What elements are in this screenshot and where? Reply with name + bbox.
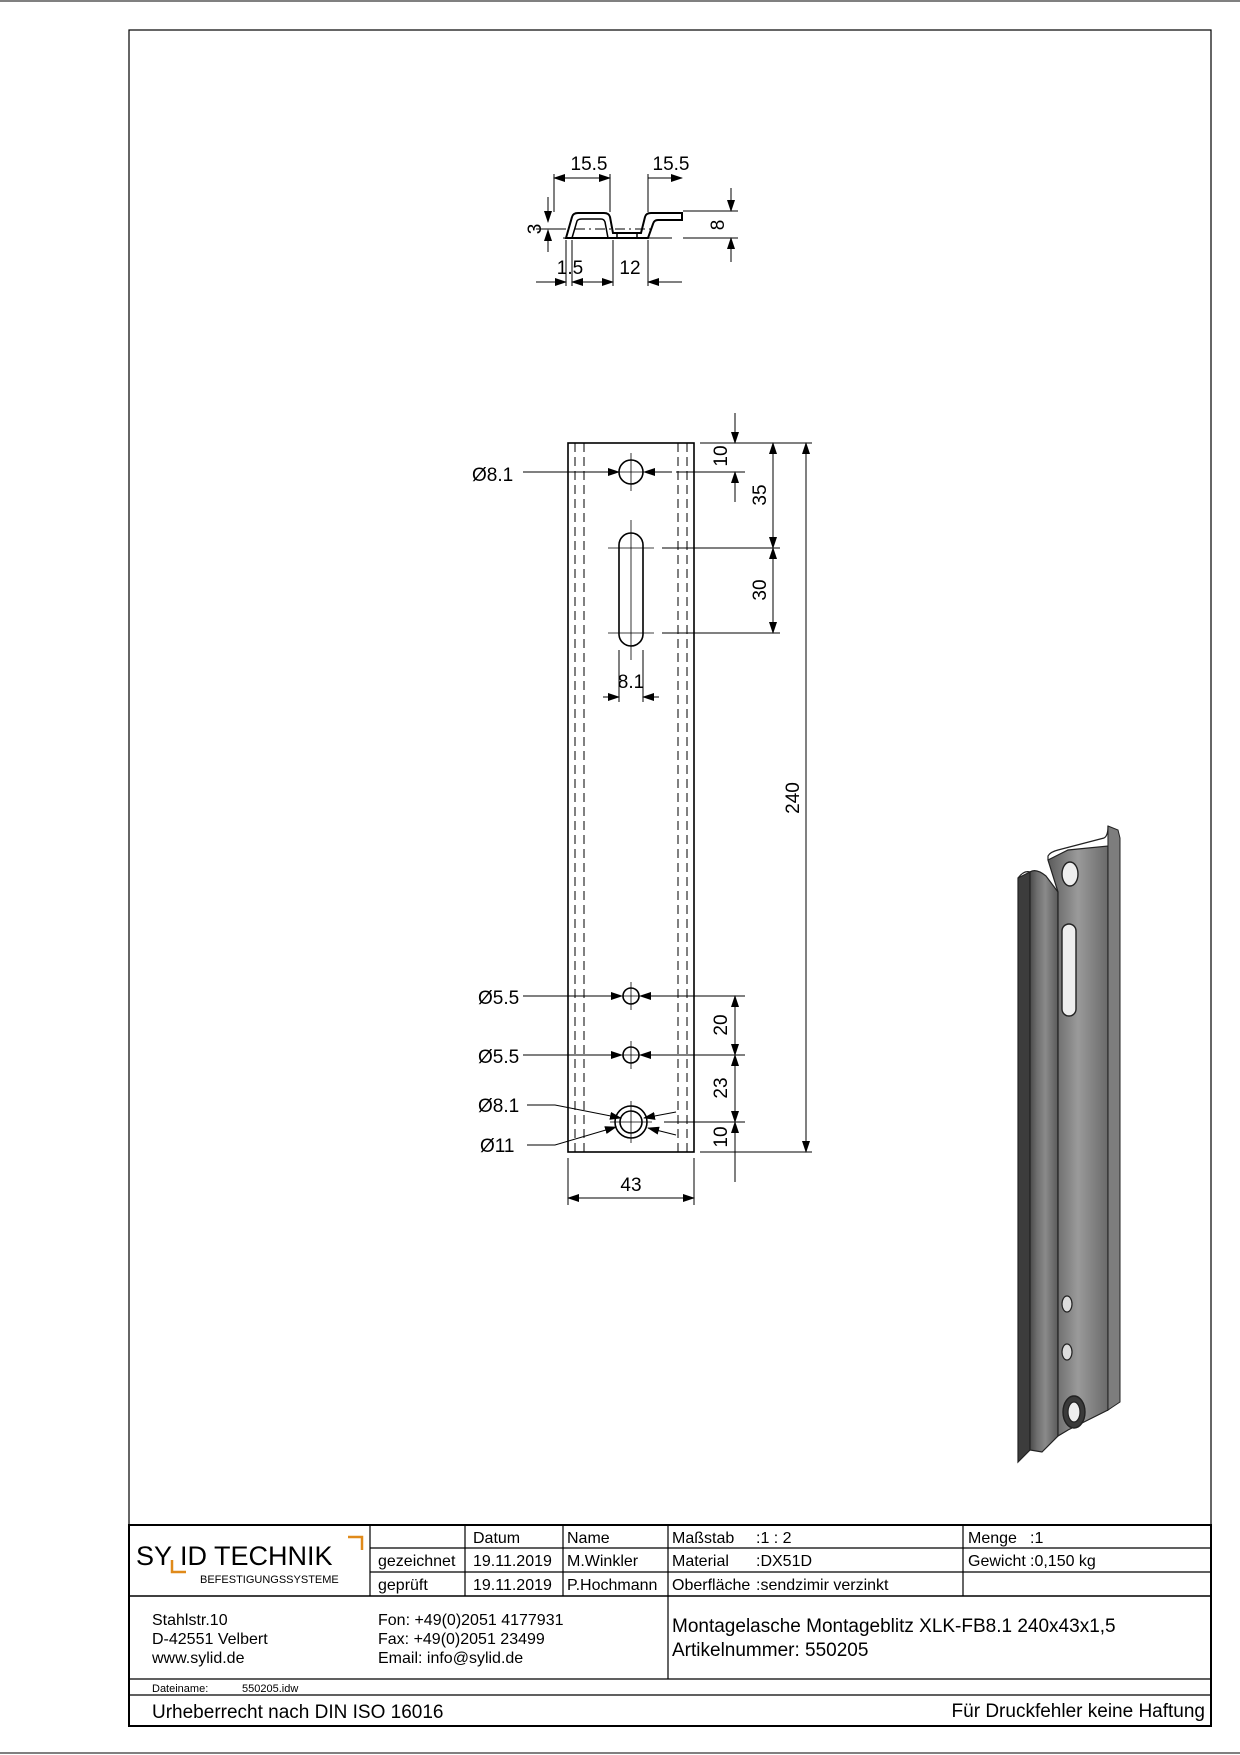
qty-value: :1 xyxy=(1030,1530,1044,1547)
address-line-2: D-42551 Velbert xyxy=(152,1631,268,1648)
dim-spacing-1-label: 20 xyxy=(711,1014,732,1036)
label-mid-hole-2: Ø5.5 xyxy=(478,1047,520,1068)
dim-offset: 3 xyxy=(525,223,546,235)
weight-value: :0,150 kg xyxy=(1030,1553,1096,1570)
qty-label: Menge xyxy=(968,1530,1017,1547)
dim-spacing-2-label: 23 xyxy=(711,1077,732,1099)
phone: Fon: +49(0)2051 4177931 xyxy=(378,1612,564,1629)
email: Email: info@sylid.de xyxy=(378,1650,524,1667)
address-line-1: Stahlstr.10 xyxy=(152,1612,228,1629)
dim-length-label: 240 xyxy=(783,782,804,814)
dim-slot-length-label: 30 xyxy=(750,579,771,601)
filename-label: Dateiname: xyxy=(152,1683,209,1695)
fax: Fax: +49(0)2051 23499 xyxy=(378,1631,545,1648)
scale-value: :1 : 2 xyxy=(756,1530,792,1547)
filename-value: 550205.idw xyxy=(242,1683,299,1695)
material-label: Material xyxy=(672,1553,729,1570)
dim-section-height: 8 xyxy=(708,219,729,231)
product-title: Montagelasche Montageblitz XLK-FB8.1 240x43x1,5 xyxy=(672,1616,1116,1637)
dim-width-label: 43 xyxy=(620,1175,642,1196)
label-bottom-outer: Ø11 xyxy=(480,1136,515,1157)
logo-subtitle: BEFESTIGUNGSSYSTEME xyxy=(200,1574,339,1586)
surface-label: Oberfläche xyxy=(672,1577,751,1594)
logo-text-right: ID TECHNIK xyxy=(180,1541,333,1571)
scale-label: Maßstab xyxy=(672,1530,735,1547)
material-value: :DX51D xyxy=(756,1553,813,1570)
row-drawn-label: gezeichnet xyxy=(378,1553,456,1570)
address-line-3: www.sylid.de xyxy=(152,1650,245,1667)
row-drawn-date: 19.11.2019 xyxy=(473,1553,552,1570)
label-bottom-inner: Ø8.1 xyxy=(478,1096,520,1117)
front-view-labels xyxy=(472,445,804,1196)
logo-text-left: SY xyxy=(136,1541,173,1571)
dim-thickness: 1.5 xyxy=(556,258,584,279)
dim-center-width: 12 xyxy=(619,258,641,279)
row-drawn-name: M.Winkler xyxy=(567,1553,639,1570)
dim-left-width: 15.5 xyxy=(570,154,608,175)
copyright-note: Urheberrecht nach DIN ISO 16016 xyxy=(152,1702,444,1723)
front-view xyxy=(523,413,812,1205)
isometric-view xyxy=(1018,826,1120,1462)
dim-right-width: 15.5 xyxy=(652,154,690,175)
weight-label: Gewicht xyxy=(968,1553,1026,1570)
col-name: Name xyxy=(567,1530,610,1547)
title-block-text xyxy=(136,1530,1205,1723)
row-checked-label: geprüft xyxy=(378,1577,428,1594)
surface-value: :sendzimir verzinkt xyxy=(756,1577,889,1594)
article-number: Artikelnummer: 550205 xyxy=(672,1640,869,1661)
dim-to-slot-label: 35 xyxy=(750,484,771,506)
dim-slot-width-label: 8.1 xyxy=(617,672,645,693)
label-top-hole: Ø8.1 xyxy=(472,465,514,486)
row-checked-name: P.Hochmann xyxy=(567,1577,658,1594)
label-mid-hole-1: Ø5.5 xyxy=(478,988,520,1009)
section-dimension-labels xyxy=(525,154,729,279)
dim-top-label: 10 xyxy=(711,445,732,467)
dim-bottom-label: 10 xyxy=(711,1126,732,1148)
row-checked-date: 19.11.2019 xyxy=(473,1577,552,1594)
disclaimer-note: Für Druckfehler keine Haftung xyxy=(951,1701,1205,1722)
col-date: Datum xyxy=(473,1530,521,1547)
